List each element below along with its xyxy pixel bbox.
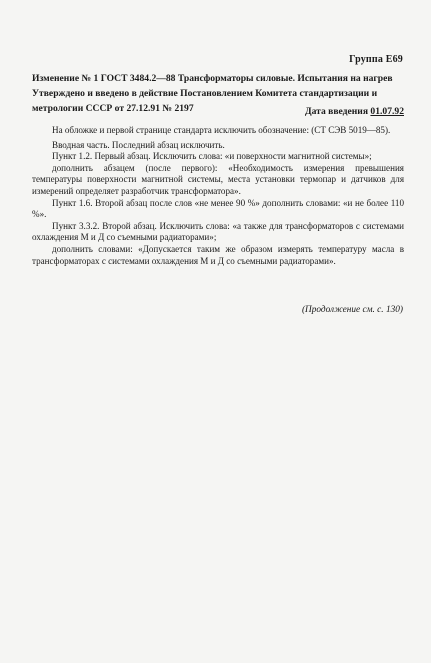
approval-statement: Утверждено и введено в действие Постановлением Комитета стандартизации и метрологии СССР от 27.12.91 № 2197: [32, 88, 378, 114]
effective-date-label: Дата введения: [304, 106, 369, 117]
amendment-title-line: Изменение № 1 ГОСТ 3484.2—88 Трансформаторы силовые. Испытания на нагрев: [32, 73, 393, 84]
paragraph: Пункт 1.2. Первый абзац. Исключить слова: «и поверхности магнитной системы»;: [52, 151, 372, 162]
paragraph: дополнить абзацем (после первого): «Необходимость измерения превышения температуры поверхности магнитной системы, места установки термопар и датчиков для измерений определяет разработчик трансформатора».: [32, 162, 404, 196]
effective-date: [305, 106, 404, 117]
paragraph: Вводная часть. Последний абзац исключить.: [52, 139, 225, 150]
amendment-body: [32, 125, 404, 267]
paragraph: Пункт 3.3.2. Второй абзац. Исключить слова: «а также для трансформаторов с системами охлаждения М и Д со съемными радиаторами»;: [32, 220, 404, 243]
paragraph: На обложке и первой странице стандарта исключить обозначение: (СТ СЭВ 5019—85).: [52, 125, 391, 135]
paragraph: Пункт 1.6. Второй абзац после слов «не менее 90 %» дополнить словами: «и не более 110 %».: [32, 197, 404, 220]
group-code: Группа Е69: [349, 54, 403, 65]
paragraph: дополнить словами: «Допускается таким же образом измерять температуру масла в трансформаторах с системами охлаждения М и Д со съемными радиаторами».: [32, 243, 404, 266]
effective-date-value: 01.07.92: [370, 106, 404, 117]
continuation-note: (Продолжение см. с. 130): [301, 305, 403, 315]
